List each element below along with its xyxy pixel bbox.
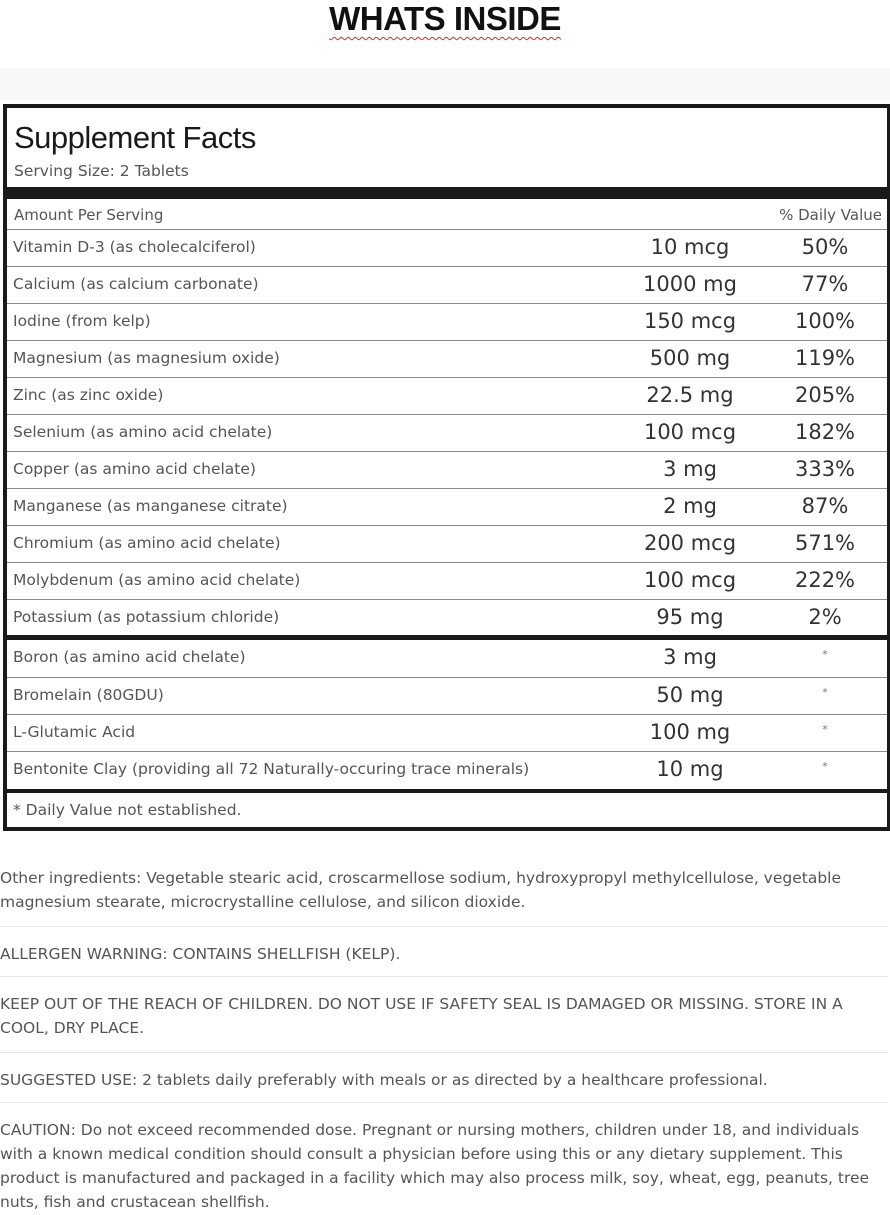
nutrient-name: Magnesium (as magnesium oxide) xyxy=(13,349,280,367)
ingredient-amount: 10 mg xyxy=(656,757,724,781)
ingredient-row xyxy=(7,677,887,714)
nutrient-row xyxy=(7,414,887,451)
ingredient-daily-value: * xyxy=(822,686,828,699)
nutrient-name: Vitamin D-3 (as cholecalciferol) xyxy=(13,238,256,256)
nutrient-amount: 100 mcg xyxy=(643,568,737,592)
nutrient-name: Potassium (as potassium chloride) xyxy=(13,608,280,626)
notes-separator xyxy=(0,1052,888,1053)
nutrient-amount: 2 mg xyxy=(663,494,717,518)
nutrient-amount: 10 mcg xyxy=(650,235,730,259)
nutrient-name: Molybdenum (as amino acid chelate) xyxy=(13,571,301,589)
nutrient-daily-value: 182% xyxy=(794,420,856,444)
nutrient-name: Iodine (from kelp) xyxy=(13,312,151,330)
nutrient-row xyxy=(7,562,887,599)
nutrient-daily-value: 571% xyxy=(794,531,856,555)
thick-divider xyxy=(7,187,887,199)
nutrient-row xyxy=(7,525,887,562)
nutrient-row xyxy=(7,488,887,525)
suggested-use-text: SUGGESTED USE: 2 tablets daily preferably with meals or as directed by a healthcare professional. xyxy=(0,1071,768,1089)
nutrient-amount: 100 mcg xyxy=(643,420,737,444)
page-heading-text: WHATS INSIDE xyxy=(329,0,561,37)
ingredient-row xyxy=(7,751,887,788)
ingredient-row xyxy=(7,640,887,677)
ingredient-daily-value: * xyxy=(822,760,828,773)
nutrient-row xyxy=(7,599,887,636)
nutrient-daily-value: 77% xyxy=(801,272,849,296)
supplement-facts-panel xyxy=(3,104,890,831)
nutrient-daily-value: 50% xyxy=(801,235,849,259)
footer-divider xyxy=(7,789,887,793)
nutrient-row xyxy=(7,229,887,266)
nutrient-amount: 150 mcg xyxy=(643,309,737,333)
nutrient-name: Calcium (as calcium carbonate) xyxy=(13,275,259,293)
nutrient-row xyxy=(7,377,887,414)
caution-text: CAUTION: Do not exceed recommended dose. Pregnant or nursing mothers, children under 18, and individuals with a known medical condition should consult a physician before using this or any dietary supplement. This product is manufactured and packaged in a facility which may also process milk, soy, wheat, egg, peanuts, tree nuts, fish and crustacean shellfish. xyxy=(0,1121,870,1211)
nutrient-row xyxy=(7,303,887,340)
keep-out-warning-text: KEEP OUT OF THE REACH OF CHILDREN. DO NOT USE IF SAFETY SEAL IS DAMAGED OR MISSING. STORE IN A COOL, DRY PLACE. xyxy=(0,995,843,1037)
allergen-warning-text: ALLERGEN WARNING: CONTAINS SHELLFISH (KELP). xyxy=(0,945,401,963)
header-band xyxy=(0,68,890,100)
notes-separator xyxy=(0,1102,888,1103)
ingredient-amount: 50 mg xyxy=(656,683,724,707)
ingredient-daily-value: * xyxy=(822,723,828,736)
nutrient-daily-value: 2% xyxy=(808,605,842,629)
ingredient-row xyxy=(7,714,887,751)
nutrient-name: Copper (as amino acid chelate) xyxy=(13,460,256,478)
nutrient-amount: 500 mg xyxy=(649,346,731,370)
nutrient-name: Selenium (as amino acid chelate) xyxy=(13,423,273,441)
nutrient-name: Manganese (as manganese citrate) xyxy=(13,497,288,515)
ingredient-amount: 3 mg xyxy=(663,645,717,669)
nutrient-name: Chromium (as amino acid chelate) xyxy=(13,534,281,552)
facts-title: Supplement Facts xyxy=(14,120,256,155)
nutrient-daily-value: 333% xyxy=(794,457,856,481)
nutrient-row xyxy=(7,266,887,303)
nutrient-daily-value: 205% xyxy=(794,383,856,407)
nutrient-daily-value: 100% xyxy=(794,309,856,333)
nutrient-amount: 22.5 mg xyxy=(646,383,734,407)
nutrient-row xyxy=(7,451,887,488)
nutrient-daily-value: 222% xyxy=(794,568,856,592)
nutrient-amount: 3 mg xyxy=(663,457,717,481)
daily-value-footnote: * Daily Value not established. xyxy=(13,801,242,819)
nutrient-daily-value: 119% xyxy=(794,346,856,370)
serving-size: Serving Size: 2 Tablets xyxy=(14,162,189,180)
ingredient-name: Bentonite Clay (providing all 72 Naturally-occuring trace minerals) xyxy=(13,760,530,778)
nutrient-amount: 1000 mg xyxy=(643,272,737,296)
ingredient-name: Bromelain (80GDU) xyxy=(13,686,164,704)
daily-value-header: % Daily Value xyxy=(779,206,882,224)
notes-separator xyxy=(0,976,888,977)
amount-per-serving-header: Amount Per Serving xyxy=(14,206,164,224)
nutrient-daily-value: 87% xyxy=(801,494,849,518)
page-heading xyxy=(0,0,890,44)
ingredient-name: L-Glutamic Acid xyxy=(13,723,136,741)
other-ingredients-text: Other ingredients: Vegetable stearic acid, croscarmellose sodium, hydroxypropyl methylcellulose, vegetable magnesium stearate, microcrystalline cellulose, and silicon dioxide. xyxy=(0,869,842,911)
nutrient-row xyxy=(7,340,887,377)
ingredient-daily-value: * xyxy=(822,648,828,661)
nutrient-amount: 95 mg xyxy=(656,605,724,629)
nutrient-amount: 200 mcg xyxy=(643,531,737,555)
ingredient-amount: 100 mg xyxy=(649,720,731,744)
nutrient-name: Zinc (as zinc oxide) xyxy=(13,386,164,404)
ingredient-name: Boron (as amino acid chelate) xyxy=(13,648,246,666)
notes-separator xyxy=(0,926,888,927)
